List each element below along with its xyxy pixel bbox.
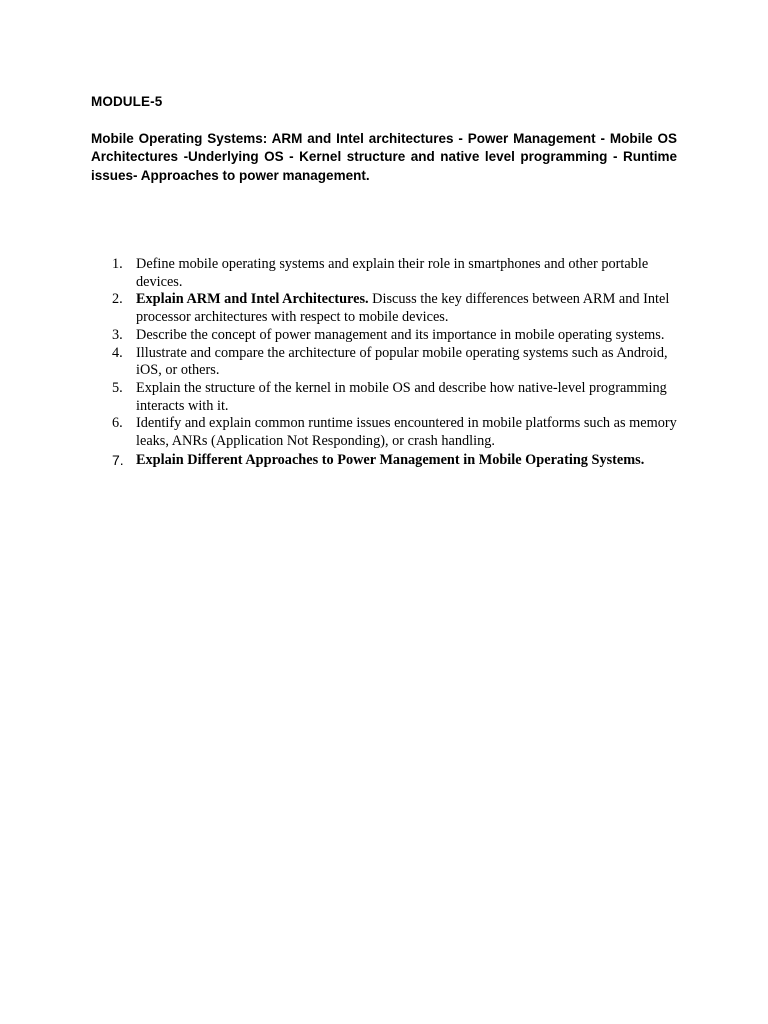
list-item <box>112 380 682 415</box>
question-text: Describe the concept of power management and its importance in mobile operating systems. <box>136 326 665 343</box>
question-lead: Explain Different Approaches to Power Management in Mobile Operating Systems. <box>136 451 645 468</box>
question-text: Illustrate and compare the architecture of popular mobile operating systems such as Android, iOS, or others. <box>136 344 668 379</box>
list-item <box>112 345 682 380</box>
question-text: Explain the structure of the kernel in mobile OS and describe how native-level programming interacts with it. <box>136 379 667 414</box>
syllabus-topics: Mobile Operating Systems: ARM and Intel architectures - Power Management - Mobile OS Architectures -Underlying OS - Kernel structure and native level programming - Runtime issues- Approaches to power management. <box>91 131 677 183</box>
list-item <box>112 291 682 326</box>
question-number: 6. <box>112 415 123 432</box>
question-text: Define mobile operating systems and explain their role in smartphones and other portable devices. <box>136 256 649 290</box>
list-item <box>112 452 682 470</box>
module-title: MODULE-5 <box>91 94 163 109</box>
question-number: 5. <box>112 379 123 396</box>
question-number: 7. <box>112 451 124 468</box>
question-list <box>112 256 682 469</box>
question-number: 4. <box>112 344 123 361</box>
question-text: Discuss the key differences between ARM and Intel processor architectures with respect to mobile devices. <box>136 291 670 326</box>
list-item <box>112 256 682 291</box>
question-number: 3. <box>112 326 123 343</box>
question-text: Identify and explain common runtime issues encountered in mobile platforms such as memory leaks, ANRs (Application Not Responding), or crash handling. <box>136 415 677 450</box>
question-number: 1. <box>112 256 123 272</box>
list-item <box>112 415 682 450</box>
question-lead: Explain ARM and Intel Architectures. <box>136 291 369 308</box>
list-item <box>112 327 682 345</box>
question-number: 2. <box>112 291 123 308</box>
